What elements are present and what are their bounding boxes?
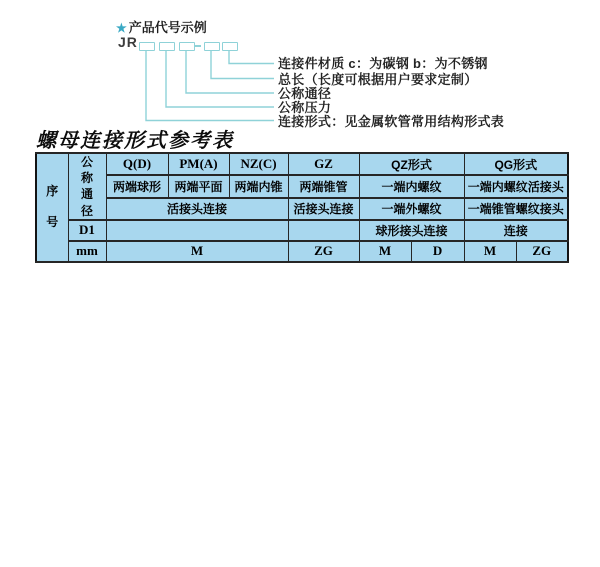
code-label-material: 连接件材质 c：为碳钢 b：为不锈钢 — [278, 56, 488, 71]
pm-description: 两端平面 — [168, 175, 229, 197]
col-header-qz-form: QZ形式 — [359, 153, 464, 175]
empty-gz-cell — [288, 220, 359, 241]
col-header-nz: NZ(C) — [229, 153, 288, 175]
qz-d-header: D — [411, 241, 464, 262]
qz-description-2: 一端外螺纹 — [359, 198, 464, 220]
union-connection-label: 活接头连接 — [106, 198, 288, 220]
code-label-pressure: 公称压力 — [278, 100, 332, 115]
qg-description-1: 一端内螺纹活接头 — [464, 175, 568, 197]
col-header-q: Q(D) — [106, 153, 168, 175]
nut-connection-table — [35, 152, 569, 263]
section-heading-text: 产品代号示例 — [128, 20, 207, 35]
nz-description: 两端内锥 — [229, 175, 288, 197]
col-header-pm: PM(A) — [168, 153, 229, 175]
col-header-index: 序号 — [36, 153, 68, 262]
qg-description-2: 一端锥管螺纹接头 — [464, 198, 568, 220]
q-description: 两端球形 — [106, 175, 168, 197]
gz-description: 两端锥管 — [288, 175, 359, 197]
qg-zg-header: ZG — [516, 241, 568, 262]
product-code-prefix: JR — [118, 34, 138, 50]
qz-connection-label: 球形接头连接 — [359, 220, 464, 241]
m-thread-header: M — [106, 241, 288, 262]
zg-header: ZG — [288, 241, 359, 262]
code-label-connection: 连接形式：见金属软管常用结构形式表 — [278, 113, 505, 129]
qg-connection-label: 连接 — [464, 220, 568, 241]
gz-connection-label: 活接头连接 — [288, 198, 359, 220]
qz-description-1: 一端内螺纹 — [359, 175, 464, 197]
star-icon: ★ — [116, 21, 127, 35]
col-header-qg-form: QG形式 — [464, 153, 568, 175]
table-title: 螺母连接形式参考表 — [36, 130, 234, 152]
d1-header: D1 — [68, 220, 106, 241]
col-header-nominal-diameter: 公称通径 — [68, 153, 106, 220]
col-header-gz: GZ — [288, 153, 359, 175]
mm-header: mm — [68, 241, 106, 262]
qz-m-header: M — [359, 241, 411, 262]
code-label-diameter: 公称通径 — [278, 86, 332, 101]
empty-union-cell — [106, 220, 288, 241]
qg-m-header: M — [464, 241, 516, 262]
code-label-length: 总长（长度可根据用户要求定制） — [278, 71, 478, 87]
